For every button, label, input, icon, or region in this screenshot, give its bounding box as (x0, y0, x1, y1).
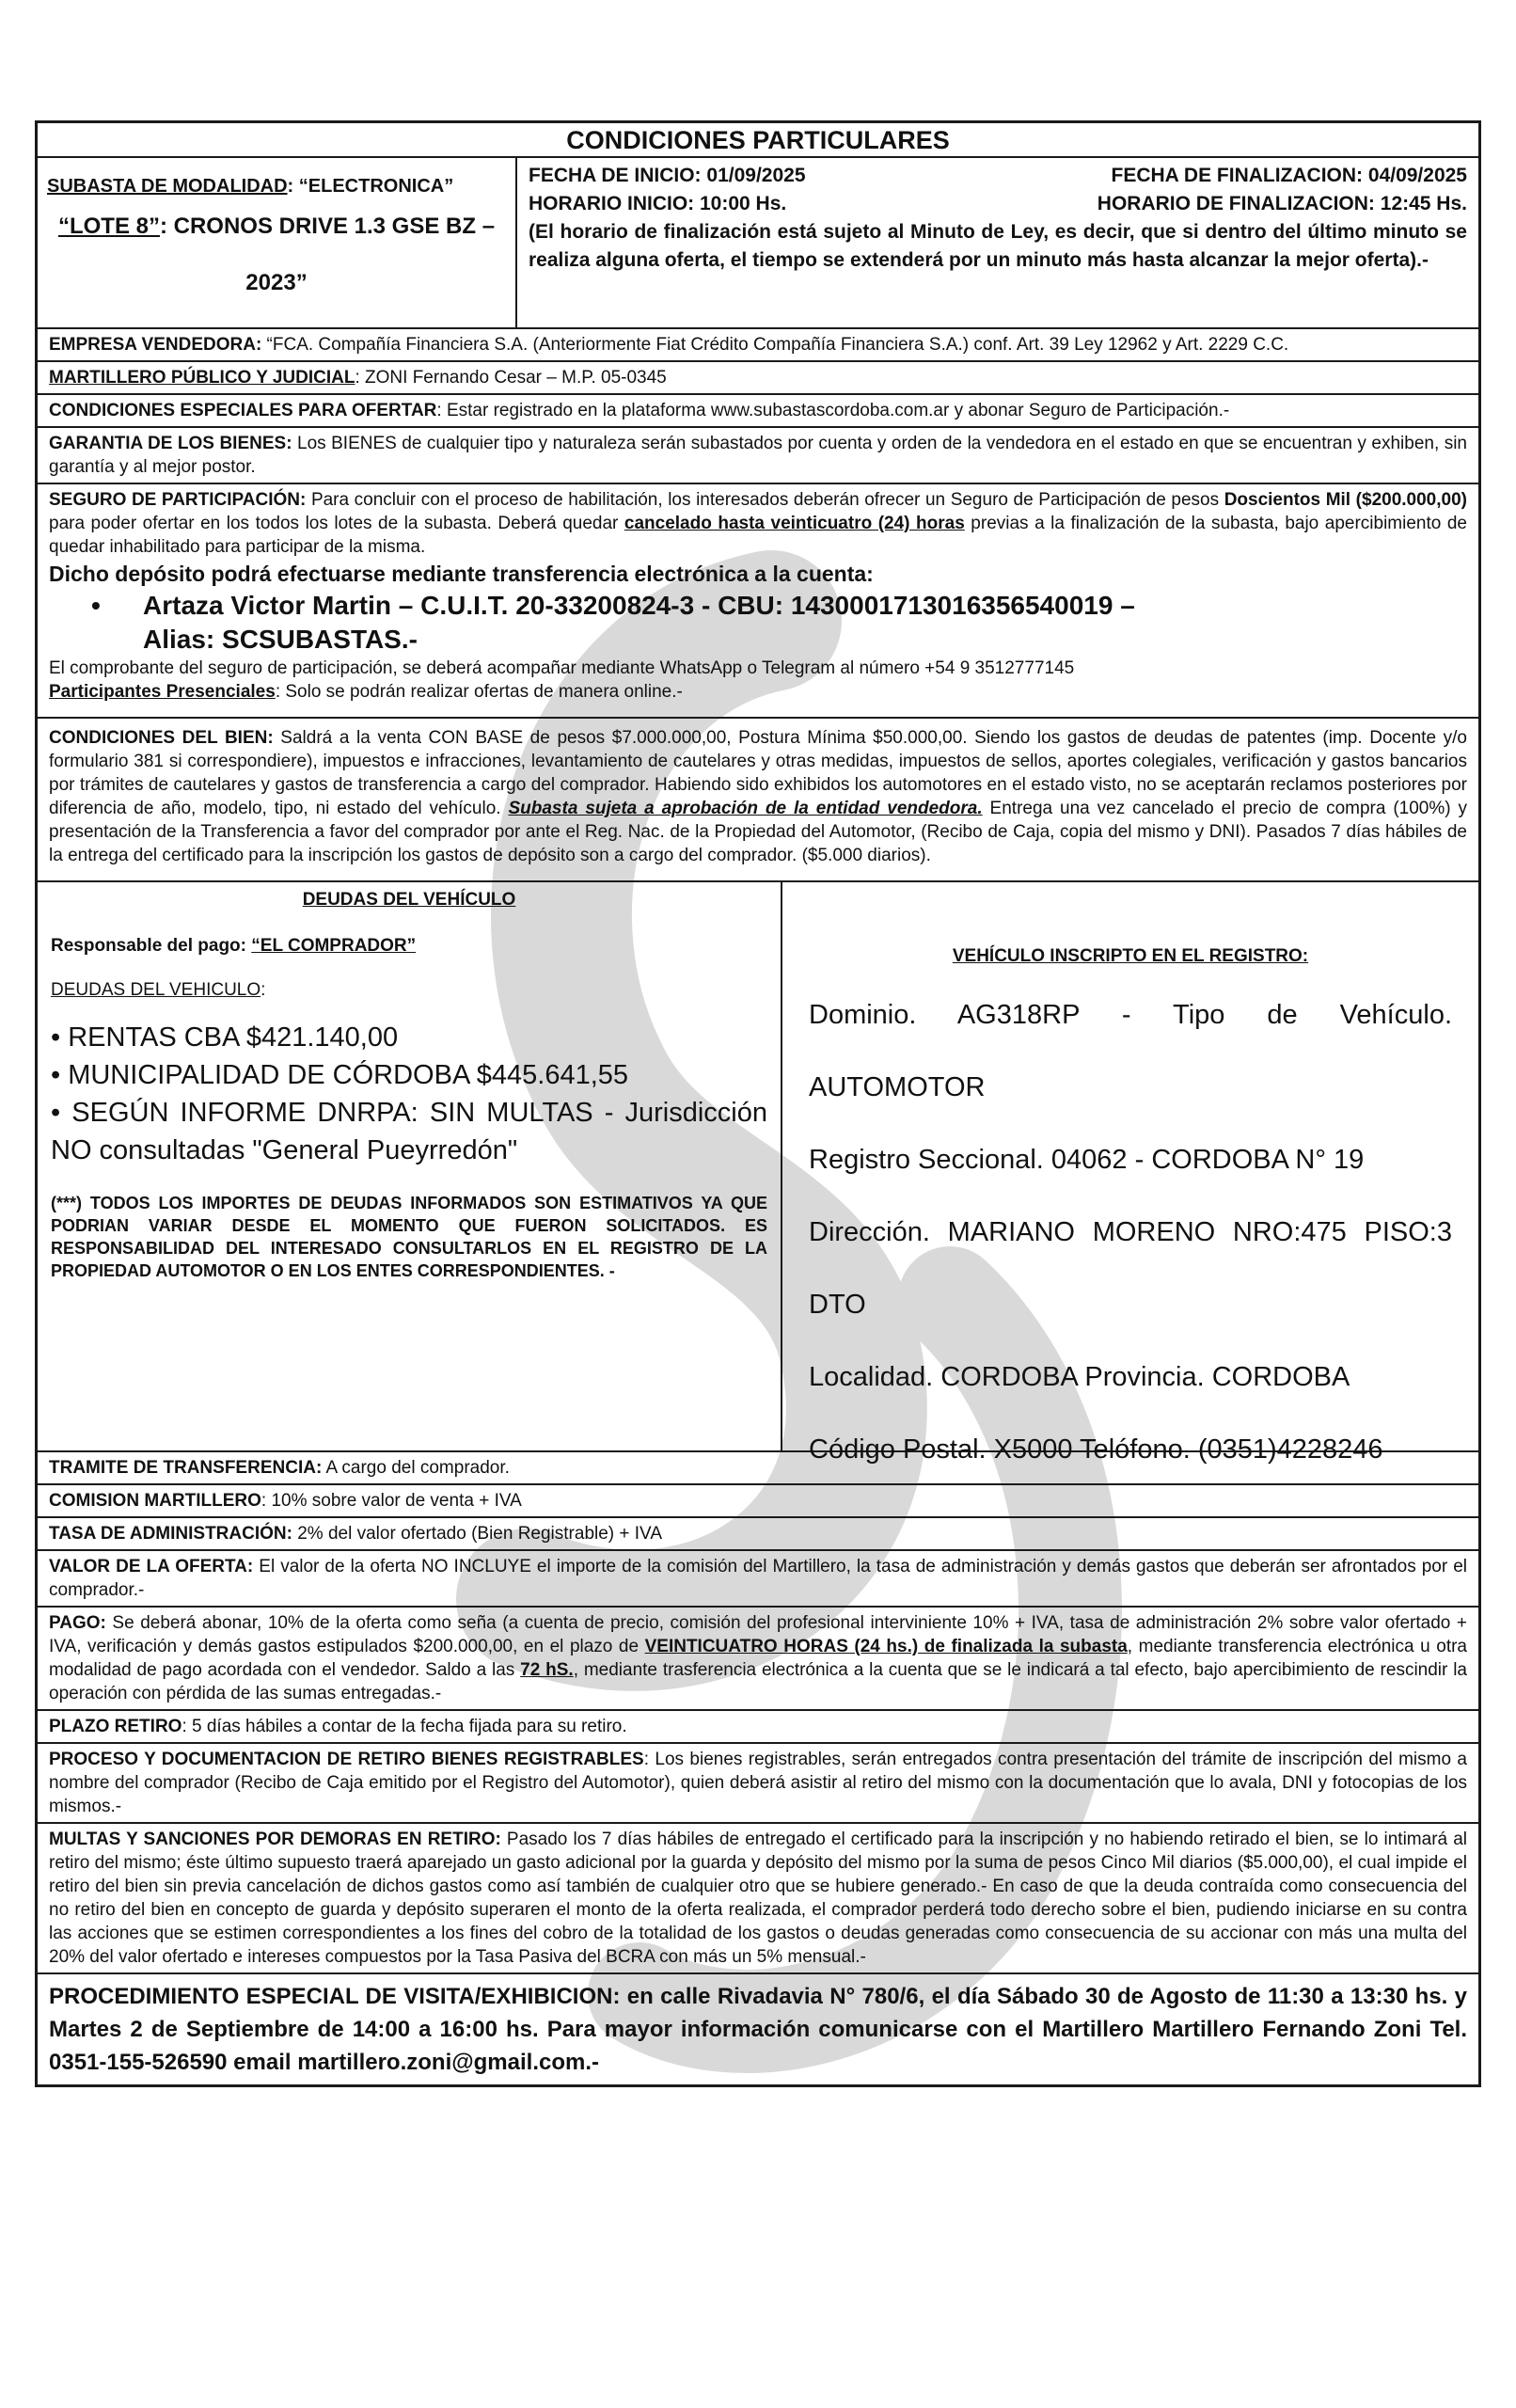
in-person-note: Participantes Presenciales: Solo se podrán realizar ofertas de manera online.- (49, 682, 683, 702)
auction-modality: SUBASTA DE MODALIDAD: “ELECTRONICA” (47, 175, 454, 197)
pickup-deadline: PLAZO RETIRO: 5 días hábiles a contar de la fecha fijada para su retiro. (38, 1711, 1478, 1744)
lot-description: “LOTE 8”: CRONOS DRIVE 1.3 GSE BZ – 2023” (57, 213, 496, 295)
payment-responsible: Responsable del pago: “EL COMPRADOR” (51, 936, 417, 956)
offer-value: VALOR DE LA OFERTA: El valor de la oferta NO INCLUYE el importe de la comisión del Martillero, la tasa de administración y demás gastos que deberán ser afrontados por el comprador.- (38, 1551, 1478, 1608)
goods-guarantee: GARANTIA DE LOS BIENES: Los BIENES de cualquier tipo y naturaleza serán subastados por cuenta y orden de la vendedora en el estado en que se encuentran y exhiben, sin garantía y al mejor postor. (38, 428, 1478, 484)
bullet-icon: • (91, 591, 101, 620)
admin-fee: TASA DE ADMINISTRACIÓN: 2% del valor ofertado (Bien Registrable) + IVA (38, 1518, 1478, 1551)
start-time: HORARIO INICIO: 10:00 Hs. (529, 193, 787, 214)
transfer-procedure: TRAMITE DE TRANSFERENCIA: A cargo del comprador. (38, 1452, 1478, 1485)
registry-column (782, 882, 1478, 1465)
registry-domain: Dominio. AG318RP - Tipo de Vehículo. AUTOMOTOR (809, 1000, 1452, 1102)
auction-lot-cell (38, 158, 517, 327)
debt-list (51, 1019, 767, 1169)
start-date: FECHA DE INICIO: 01/09/2025 (529, 165, 806, 186)
receipt-note: El comprobante del seguro de participación, se deberá acompañar mediante WhatsApp o Telegram al número +54 9 3512777145 (49, 658, 1075, 678)
registry-locality: Localidad. CORDOBA Provincia. CORDOBA (809, 1362, 1350, 1392)
special-conditions: CONDICIONES ESPECIALES PARA OFERTAR: Estar registrado en la plataforma www.subastascordoba.com.ar y abonar Seguro de Participación.- (38, 395, 1478, 428)
payment-terms: PAGO: Se deberá abonar, 10% de la oferta como seña (a cuenta de precio, comisión del profesional interviniente 10% + IVA, tasa de administración 2% sobre valor ofertado + IVA, verificación y demás gastos estipulados $200.000,00, en el plazo de VEINTICUATRO HORAS (24 hs.) de finalizada la subasta, mediante transferencia electrónica u otra modalidad de pago acordada con el vendedor. Saldo a las 72 hS., mediante trasferencia electrónica a la cuenta que se le indicará a tal efecto, bajo apercibimiento de rescindir la operación con pérdida de las sumas entregadas.- (38, 1608, 1478, 1711)
auction-header (38, 158, 1478, 329)
end-time: HORARIO DE FINALIZACION: 12:45 Hs. (1097, 193, 1467, 214)
registry-postal: Código Postal. X5000 Telófono. (0351)4228246 (809, 1434, 1383, 1465)
debts-title: DEUDAS DEL VEHÍCULO (302, 890, 516, 910)
end-date: FECHA DE FINALIZACION: 04/09/2025 (1111, 165, 1467, 186)
registry-address: Dirección. MARIANO MORENO NRO:475 PISO:3 DTO (809, 1217, 1452, 1320)
debt-item: • SEGÚN INFORME DNRPA: SIN MULTAS - Jurisdicción NO consultadas "General Pueyrredón" (51, 1098, 767, 1165)
debt-item: • RENTAS CBA $421.140,00 (51, 1022, 399, 1053)
pickup-documentation: PROCESO Y DOCUMENTACION DE RETIRO BIENES REGISTRABLES: Los bienes registrables, serán entregados contra presentación del trámite de inscripción del mismo a nombre del comprador (Recibo de Caja emitido por el Registro del Automotor), quien deberá asistir al retiro del mismo con la documentación que lo avala, DNI y fotocopias de los mismos.- (38, 1744, 1478, 1824)
goods-conditions: CONDICIONES DEL BIEN: Saldrá a la venta CON BASE de pesos $7.000.000,00, Postura Mínima $50.000,00. Siendo los gastos de deudas de patentes (imp. Docente y/o formulario 381 si correspondiere), impuestos e infracciones, levantamiento de cautelares y otras medidas, impuestos de sellos, aportes colegiales, verificación y gastos bancarios por trámites de cautelares y gastos de transferencia a cargo del comprador. Habiendo sido exhibidos los automotores en el estado visto, no se aceptarán reclamos posteriores por diferencia de año, modelo, tipo, ni estado del vehículo. Subasta sujeta a aprobación de la entidad vendedora. Entrega una vez cancelado el precio de compra (100%) y presentación de la Transferencia a favor del comprador por ante el Reg. Nac. de la Propiedad del Automotor, (Recibo de Caja, copia del mismo y DNI). Pasados 7 días hábiles de la entrega del certificado para la inscripción los gastos de depósito son a cargo del comprador. ($5.000 diarios). (38, 719, 1478, 882)
deposit-instructions: Dicho depósito podrá efectuarse mediante transferencia electrónica a la cuenta: (49, 562, 874, 586)
debts-subtitle: DEUDAS DEL VEHICULO: (51, 980, 266, 1000)
auctioneer-commission: COMISION MARTILLERO: 10% sobre valor de venta + IVA (38, 1485, 1478, 1518)
vehicle-debts-section (38, 882, 1478, 1465)
visit-procedure: PROCEDIMIENTO ESPECIAL DE VISITA/EXHIBICION: en calle Rivadavia N° 780/6, el día Sábado 30 de Agosto de 11:30 a 13:30 hs. y Martes 2 de Septiembre de 14:00 a 16:00 hs. Para mayor información comunicarse con el Martillero Martillero Fernando Zoni Tel. 0351-155-526590 email martillero.zoni@gmail.com.- (49, 1984, 1467, 2075)
registry-office: Registro Seccional. 04062 - CORDOBA N° 19 (809, 1145, 1365, 1175)
auctioneer: MARTILLERO PÚBLICO Y JUDICIAL: ZONI Fernando Cesar – M.P. 05-0345 (38, 362, 1478, 395)
auction-schedule (517, 158, 1478, 327)
conditions-document (35, 120, 1481, 2087)
late-pickup-penalties: MULTAS Y SANCIONES POR DEMORAS EN RETIRO: Pasado los 7 días hábiles de entregado el certificado para la inscripción y no habiendo retirado el bien, se lo intimará al retiro del mismo; éste último supuesto traerá aparejado un gasto adicional por la guarda y depósito del mismo por la suma de pesos Cinco Mil diarios ($5.000,00), el cual impide el retiro del bien sin previa cancelación de dichos gastos como así también de cualquier otro que se hubiere generado.- En caso de que la deuda contraída como consecuencia del no retiro del bien en concepto de guarda y depósito superaren el monto de la oferta realizada, el comprador perderá todo derecho sobre el bien, pudiendo iniciarse en su contra las acciones que se estimen correspondientes a los fines del cobro de la totalidad de los gastos o deudas generadas como consecuencia de su accionar con más una multa del 20% del valor ofertado e intereses compuestos por la Tasa Pasiva del BCRA con más un 5% mensual.- (38, 1824, 1478, 1974)
seller-company: EMPRESA VENDEDORA: “FCA. Compañía Financiera S.A. (Anteriormente Fiat Crédito Compañía Financiera S.A.) conf. Art. 39 Ley 12962 y Art. 2229 C.C. (38, 329, 1478, 362)
bank-account: • Artaza Victor Martin – C.U.I.T. 20-33200824-3 - CBU: 1430001713016356540019 – Alias: SCSUBASTAS.- (49, 589, 1467, 657)
debt-item: • MUNICIPALIDAD DE CÓRDOBA $445.641,55 (51, 1060, 629, 1090)
debts-column (38, 882, 782, 1450)
participation-insurance: SEGURO DE PARTICIPACIÓN: Para concluir con el proceso de habilitación, los interesados deberán ofrecer un Seguro de Participación de pesos Doscientos Mil ($200.000,00) para poder ofertar en los todos los lotes de la subasta. Deberá quedar cancelado hasta veinticuatro (24) horas previas a la finalización de la subasta, bajo apercibimiento de quedar inhabilitado para participar de la misma. Dicho depósito podrá efectuarse mediante transferencia electrónica a la cuenta: • Artaza Victor Martin – C.U.I.T. 20-33200824-3 - CBU: 1430001713016356540019 – Alias: SCSUBASTAS.- El comprobante del seguro de participación, se deberá acompañar mediante WhatsApp o Telegram al número +54 9 3512777145 Participantes Presenciales: Solo se podrán realizar ofertas de manera online.- (38, 484, 1478, 719)
time-extension-note: (El horario de finalización está sujeto al Minuto de Ley, es decir, que si dentro del último minuto se realiza alguna oferta, el tiempo se extenderá por un minuto más hasta alcanzar la mejor oferta).- (529, 221, 1467, 271)
debts-disclaimer: (***) TODOS LOS IMPORTES DE DEUDAS INFORMADOS SON ESTIMATIVOS YA QUE PODRIAN VARIAR DESDE EL MOMENTO QUE FUERON SOLICITADOS. ES RESPONSABILIDAD DEL INTERESADO CONSULTARLOS EN EL REGISTRO DE LA PROPIEDAD AUTOMOTOR O EN LOS ENTES CORRESPONDIENTES. - (51, 1194, 767, 1280)
registry-title: VEHÍCULO INSCRIPTO EN EL REGISTRO: (952, 946, 1309, 966)
registry-details (809, 979, 1452, 1486)
document-title: CONDICIONES PARTICULARES (38, 123, 1478, 158)
